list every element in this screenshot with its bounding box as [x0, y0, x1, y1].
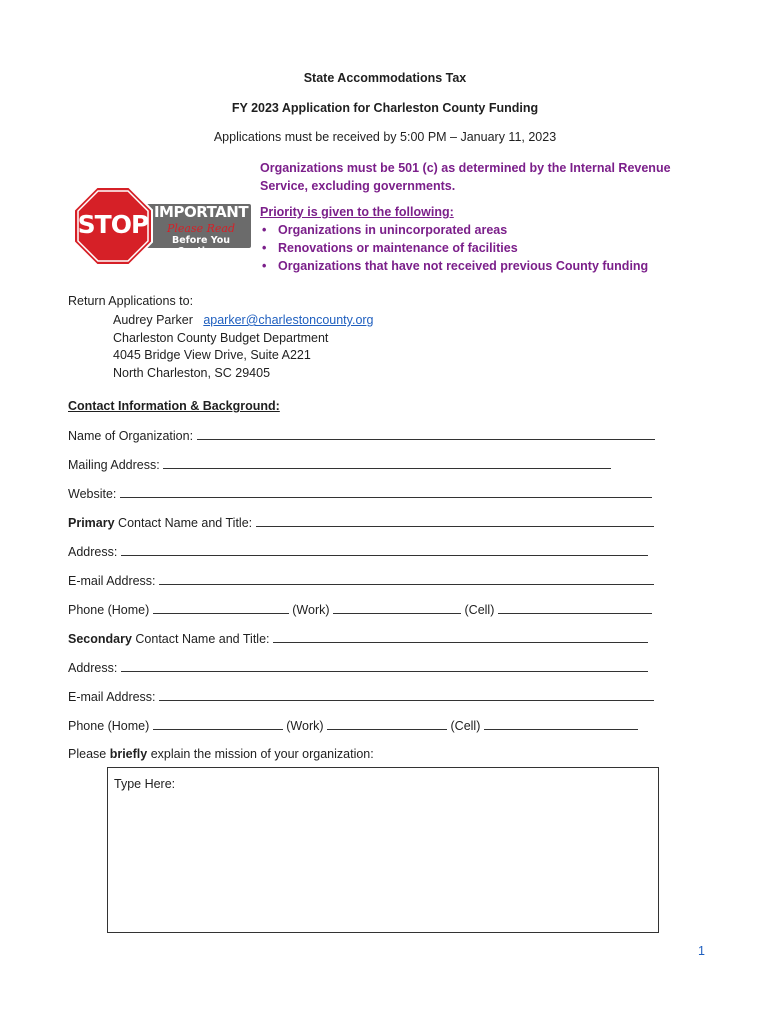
org-name-row	[68, 428, 655, 443]
return-contact-name: Audrey Parker	[113, 313, 193, 327]
mailing-row	[68, 457, 611, 472]
secondary-phone-work-field[interactable]	[327, 718, 447, 730]
mission-prompt-post: explain the mission of your organization:	[147, 747, 374, 761]
org-name-label: Name of Organization:	[68, 429, 194, 443]
primary-address-field[interactable]	[121, 544, 648, 556]
mission-prompt-pre: Please	[68, 747, 110, 761]
org-name-field[interactable]	[197, 428, 655, 440]
secondary-email-label: E-mail Address:	[68, 690, 156, 704]
primary-label-bold: Primary	[68, 516, 115, 530]
important-text: IMPORTANT	[153, 203, 249, 221]
form-title-line2: FY 2023 Application for Charleston County Funding	[231, 101, 539, 115]
contact-heading: Contact Information & Background:	[68, 399, 280, 413]
website-label: Website:	[68, 487, 117, 501]
return-email-link[interactable]: aparker@charlestoncounty.org	[203, 313, 374, 327]
secondary-phone-cell-field[interactable]	[484, 718, 638, 730]
page-number: 1	[698, 944, 705, 958]
return-city: North Charleston, SC 29405	[113, 365, 271, 380]
secondary-email-row	[68, 689, 654, 704]
phone-cell-label: (Cell)	[464, 603, 495, 617]
priority-item: • Organizations in unincorporated areas	[260, 221, 648, 239]
stop-important-graphic	[73, 186, 253, 266]
return-department: Charleston County Budget Department	[113, 330, 329, 345]
secondary-email-field[interactable]	[159, 689, 654, 701]
secondary-phone-home-field[interactable]	[153, 718, 283, 730]
phone-home-label: Phone (Home)	[68, 603, 150, 617]
primary-phone-work-field[interactable]	[333, 602, 461, 614]
deadline-text: Applications must be received by 5:00 PM – January 11, 2023	[213, 130, 557, 144]
secondary-contact-row	[68, 631, 648, 646]
return-contact-line	[113, 312, 374, 330]
primary-contact-field[interactable]	[256, 515, 654, 527]
return-street: 4045 Bridge View Drive, Suite A221	[113, 348, 311, 362]
primary-email-label: E-mail Address:	[68, 574, 156, 588]
mission-prompt-bold: briefly	[109, 747, 148, 761]
website-field[interactable]	[120, 486, 652, 498]
primary-address-row	[68, 544, 648, 559]
secondary-label-bold: Secondary	[68, 632, 132, 646]
secondary-label: Contact Name and Title:	[131, 632, 270, 646]
primary-phone-row	[68, 602, 652, 617]
return-address-block	[113, 312, 374, 382]
eligibility-notice	[260, 159, 671, 195]
form-title-line1: State Accommodations Tax	[303, 71, 467, 85]
please-read-text: Please Read	[166, 222, 236, 235]
primary-address-label: Address:	[68, 545, 118, 559]
primary-phone-cell-field[interactable]	[498, 602, 652, 614]
secondary-address-row	[68, 660, 648, 675]
mission-prompt	[68, 747, 374, 761]
phone-home-label: Phone (Home)	[68, 719, 150, 733]
primary-email-field[interactable]	[159, 573, 654, 585]
phone-work-label: (Work)	[292, 603, 330, 617]
primary-email-row	[68, 573, 654, 588]
primary-phone-home-field[interactable]	[153, 602, 289, 614]
secondary-address-field[interactable]	[121, 660, 648, 672]
primary-contact-row	[68, 515, 654, 530]
secondary-phone-row	[68, 718, 638, 733]
phone-cell-label: (Cell)	[450, 719, 481, 733]
return-label: Return Applications to:	[68, 294, 194, 308]
priority-list	[260, 221, 648, 275]
secondary-address-label: Address:	[68, 661, 118, 675]
mailing-label: Mailing Address:	[68, 458, 160, 472]
mailing-field[interactable]	[163, 457, 611, 469]
mission-textbox[interactable]	[107, 767, 659, 933]
priority-item: • Organizations that have not received previous County funding	[260, 257, 648, 275]
priority-section	[260, 203, 648, 275]
eligibility-line-1: Organizations must be 501 (c) as determined by the Internal Revenue	[260, 161, 671, 175]
secondary-contact-field[interactable]	[273, 631, 648, 643]
mission-placeholder: Type Here:	[114, 777, 176, 791]
priority-item: • Renovations or maintenance of facilities	[260, 239, 648, 257]
website-row	[68, 486, 652, 501]
phone-work-label: (Work)	[286, 719, 324, 733]
stop-text: STOP	[77, 210, 149, 239]
primary-label: Contact Name and Title:	[114, 516, 253, 530]
priority-heading: Priority is given to the following:	[260, 205, 454, 219]
eligibility-line-2: Service, excluding governments.	[260, 179, 456, 193]
before-continue-text: Before You Continue	[171, 235, 231, 257]
